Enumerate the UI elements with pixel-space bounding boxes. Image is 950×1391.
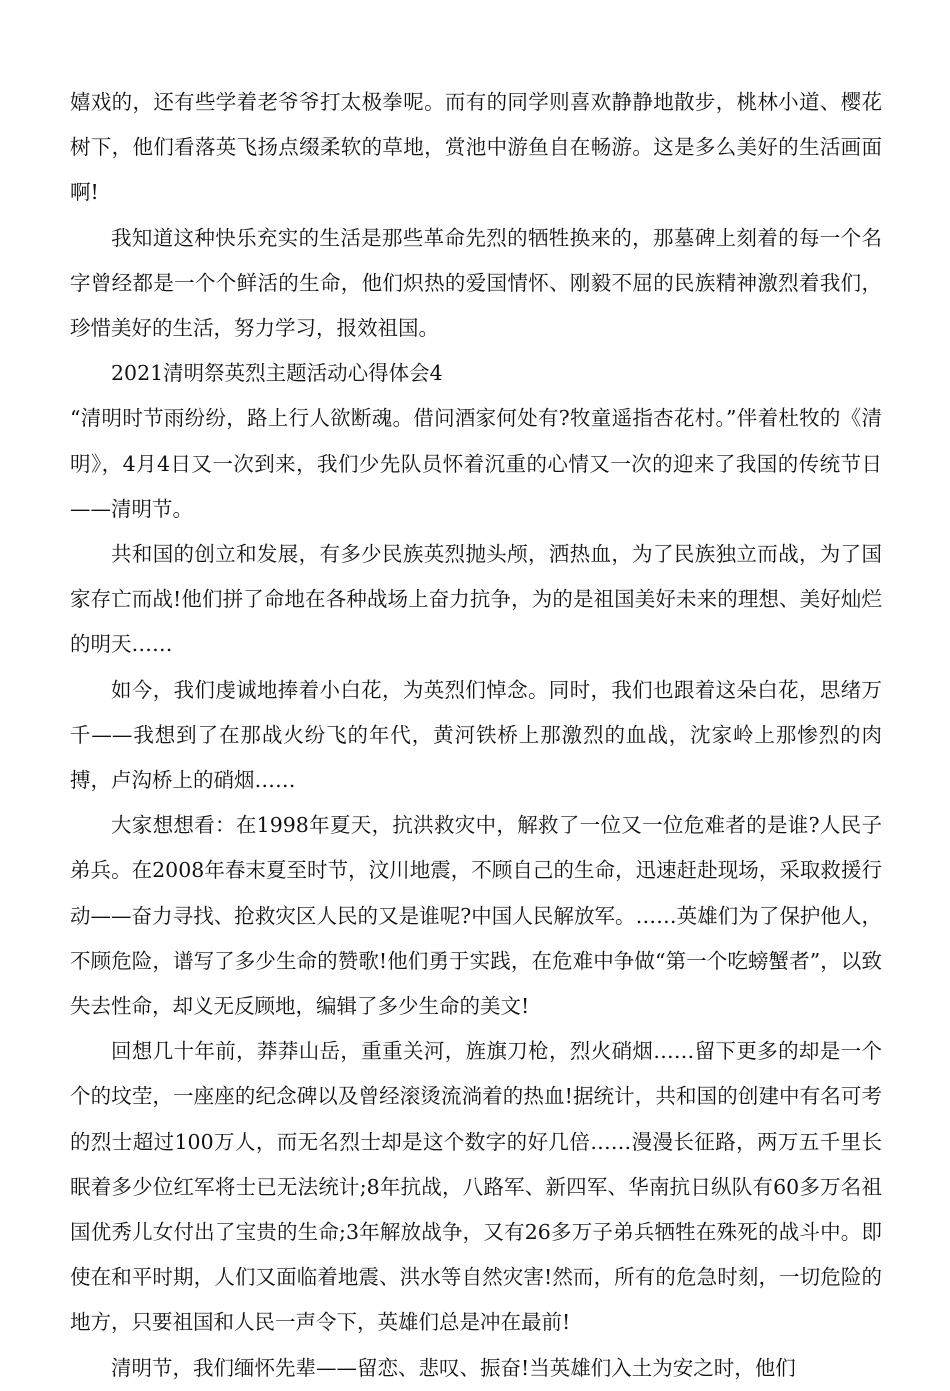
paragraph-4: 共和国的创立和发展，有多少民族英烈抛头颅，洒热血，为了民族独立而战，为了国家存亡而战!他们拼了命地在各种战场上奋力抗争，为的是祖国美好未来的理想、美好灿烂的明天…… — [70, 542, 882, 657]
paragraph-8: 清明节，我们缅怀先辈——留恋、悲叹、振奋!当英雄们入土为安之时，他们 — [111, 1355, 796, 1380]
paragraph-3: “清明时节雨纷纷，路上行人欲断魂。借问酒家何处有?牧童遥指杏花村。”伴着杜牧的《清明》，4月4日又一次到来，我们少先队员怀着沉重的心情又一次的迎来了我国的传统节日——清明节。 — [70, 406, 882, 521]
document-page — [70, 80, 882, 1391]
paragraph-1: 嬉戏的，还有些学着老爷爷打太极拳呢。而有的同学则喜欢静静地散步，桃林小道、樱花树下，他们看落英飞扬点缀柔软的草地，赏池中游鱼自在畅游。这是多么美好的生活画面啊! — [70, 90, 882, 205]
section-heading: 2021清明祭英烈主题活动心得体会4 — [111, 361, 443, 386]
paragraph-2: 我知道这种快乐充实的生活是那些革命先烈的牺牲换来的，那墓碑上刻着的每一个名字曾经都是一个个鲜活的生命，他们炽热的爱国情怀、刚毅不屈的民族精神激烈着我们，珍惜美好的生活，努力学习，报效祖国。 — [70, 225, 882, 341]
paragraph-7: 回想几十年前，莽莽山岳，重重关河，旌旗刀枪，烈火硝烟……留下更多的却是一个个的坟茔，一座座的纪念碑以及曾经滚烫流淌着的热血!据统计，共和国的创建中有名可考的烈士超过100万人，而无名烈士却是这个数字的好几倍……漫漫长征路，两万五千里长眠着多少位红军将士已无法统计;8年抗战，八路军、新四军、华南抗日纵队有60多万名祖国优秀儿女付出了宝贵的生命;3年解放战争，又有26多万子弟兵牺牲在殊死的战斗中。即使在和平时期，人们又面临着地震、洪水等自然灾害!然而，所有的危急时刻，一切危险的地方，只要祖国和人民一声令下，英雄们总是冲在最前! — [70, 1039, 882, 1335]
paragraph-5: 如今，我们虔诚地捧着小白花，为英烈们悼念。同时，我们也跟着这朵白花，思绪万千——我想到了在那战火纷飞的年代，黄河铁桥上那激烈的血战，沈家岭上那惨烈的肉搏，卢沟桥上的硝烟…… — [70, 677, 882, 793]
paragraph-6: 大家想想看：在1998年夏天，抗洪救灾中，解救了一位又一位危难者的是谁?人民子弟兵。在2008年春末夏至时节，汶川地震，不顾自己的生命，迅速赶赴现场，采取救援行动——奋力寻找、抢救灾区人民的又是谁呢?中国人民解放军。……英雄们为了保护他人，不顾危险，谱写了多少生命的赞歌!他们勇于实践，在危难中争做“第一个吃螃蟹者”，以致失去性命，却义无反顾地，编辑了多少生命的美文! — [70, 813, 882, 1019]
